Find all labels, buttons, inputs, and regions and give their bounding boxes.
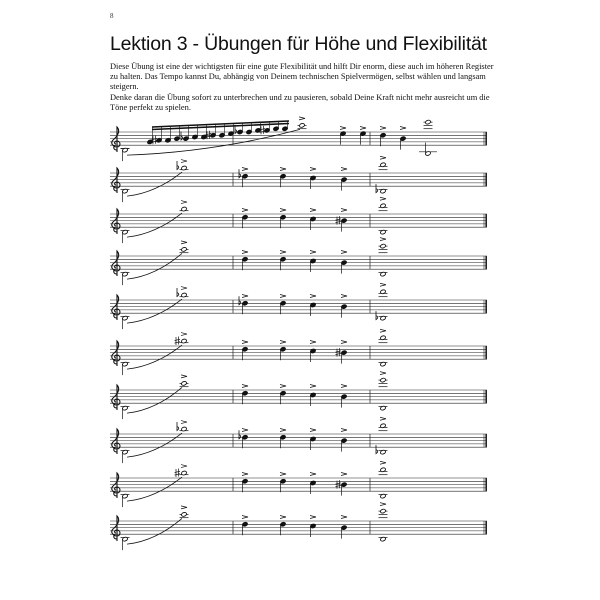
accent-mark (181, 421, 187, 424)
slur (127, 518, 182, 544)
accent-mark (341, 168, 347, 171)
accent-mark (242, 168, 248, 171)
intro-paragraph-1: Diese Übung ist eine der wichtigsten für eine gute Flexibilität und hilft Dir enorm, diese auch im höheren Register zu halten. Das Tempo kannst Du, abhängig von Deinem technischen Spielvermögen, selbst wählen und langsam steigern. (110, 62, 494, 92)
half-note-head (181, 381, 187, 386)
accent-mark (310, 385, 316, 388)
accent-mark (280, 516, 286, 519)
accent-mark (242, 251, 248, 254)
accent-mark (310, 473, 316, 476)
accent-mark (360, 127, 366, 130)
treble-clef (112, 385, 120, 410)
accent-mark (181, 160, 187, 163)
page-title: Lektion 3 - Übungen für Höhe und Flexibilität (110, 33, 487, 55)
accent-mark (242, 473, 248, 476)
accent-mark (181, 241, 187, 244)
accent-mark (341, 473, 347, 476)
accent-mark (280, 251, 286, 254)
flat-sign (239, 430, 241, 439)
treble-clef (112, 127, 120, 152)
accent-mark (380, 417, 386, 420)
slur (127, 477, 182, 501)
accent-mark (341, 209, 347, 212)
treble-clef (112, 473, 120, 498)
final-barline (485, 132, 487, 145)
accent-mark (181, 465, 187, 468)
accent-mark (181, 375, 187, 378)
sharp-sign (175, 337, 181, 346)
slur (127, 345, 182, 369)
accent-mark (340, 127, 346, 130)
accent-mark (242, 341, 248, 344)
half-note-head (425, 120, 431, 125)
accent-mark (310, 429, 316, 432)
accent-mark (400, 127, 406, 130)
final-barline (485, 434, 487, 447)
accent-mark (380, 127, 386, 130)
accent-mark (242, 516, 248, 519)
accent-mark (341, 385, 347, 388)
page-number: 8 (110, 12, 114, 20)
accent-mark (341, 251, 347, 254)
accent-mark (310, 295, 316, 298)
treble-clef (112, 251, 120, 276)
accent-mark (310, 209, 316, 212)
half-note-head (299, 123, 305, 128)
accent-mark (280, 209, 286, 212)
slur (127, 213, 182, 237)
final-barline (485, 346, 487, 359)
slur (127, 253, 182, 279)
accent-mark (242, 429, 248, 432)
flat-sign (376, 445, 378, 454)
whole-note-head (380, 244, 386, 249)
accent-mark (310, 516, 316, 519)
accent-mark (181, 287, 187, 290)
accent-mark (242, 295, 248, 298)
accent-mark (310, 341, 316, 344)
treble-clef (112, 168, 120, 193)
final-barline (485, 478, 487, 491)
slur (127, 433, 182, 457)
flat-sign (181, 132, 183, 141)
flat-sign (239, 169, 241, 178)
accent-mark (341, 341, 347, 344)
flat-sign (177, 422, 179, 431)
treble-clef (112, 295, 120, 320)
accent-mark (280, 429, 286, 432)
accent-mark (380, 197, 386, 200)
slur (127, 299, 182, 323)
intro-paragraph-2: Denke daran die Übung sofort zu unterbrechen und zu pausieren, sobald Deine Kraft nicht mehr ausreicht um die Töne perfekt zu spielen. (110, 92, 490, 112)
accent-mark (380, 372, 386, 375)
flat-sign (376, 184, 378, 193)
final-barline (485, 300, 487, 313)
half-note-head (181, 247, 187, 252)
flat-sign (177, 288, 179, 297)
final-barline (485, 173, 487, 186)
treble-clef (112, 341, 120, 366)
accent-mark (380, 238, 386, 241)
final-barline (485, 256, 487, 269)
slur (127, 387, 182, 413)
accent-mark (242, 209, 248, 212)
flat-sign (239, 296, 241, 305)
treble-clef (112, 429, 120, 454)
flat-sign (376, 311, 378, 320)
accent-mark (341, 295, 347, 298)
accent-mark (181, 333, 187, 336)
treble-clef (112, 516, 120, 541)
accent-mark (280, 473, 286, 476)
accent-mark (242, 385, 248, 388)
sharp-sign (175, 469, 181, 478)
accent-mark (181, 506, 187, 509)
accent-mark (341, 429, 347, 432)
accent-mark (280, 341, 286, 344)
accent-mark (280, 385, 286, 388)
flat-sign (177, 161, 179, 170)
accent-mark (310, 168, 316, 171)
final-barline (485, 214, 487, 227)
final-barline (485, 390, 487, 403)
accent-mark (280, 295, 286, 298)
whole-note-head (380, 378, 386, 383)
accent-mark (380, 156, 386, 159)
accent-mark (380, 329, 386, 332)
treble-clef (112, 209, 120, 234)
accent-mark (310, 251, 316, 254)
accent-mark (380, 283, 386, 286)
slur (127, 172, 182, 196)
accent-mark (380, 461, 386, 464)
accent-mark (380, 503, 386, 506)
accent-mark (181, 201, 187, 204)
accent-mark (341, 516, 347, 519)
accent-mark (280, 168, 286, 171)
whole-note-head (380, 509, 386, 514)
half-note-head (181, 512, 187, 517)
final-barline (485, 521, 487, 534)
accent-mark (299, 117, 305, 120)
